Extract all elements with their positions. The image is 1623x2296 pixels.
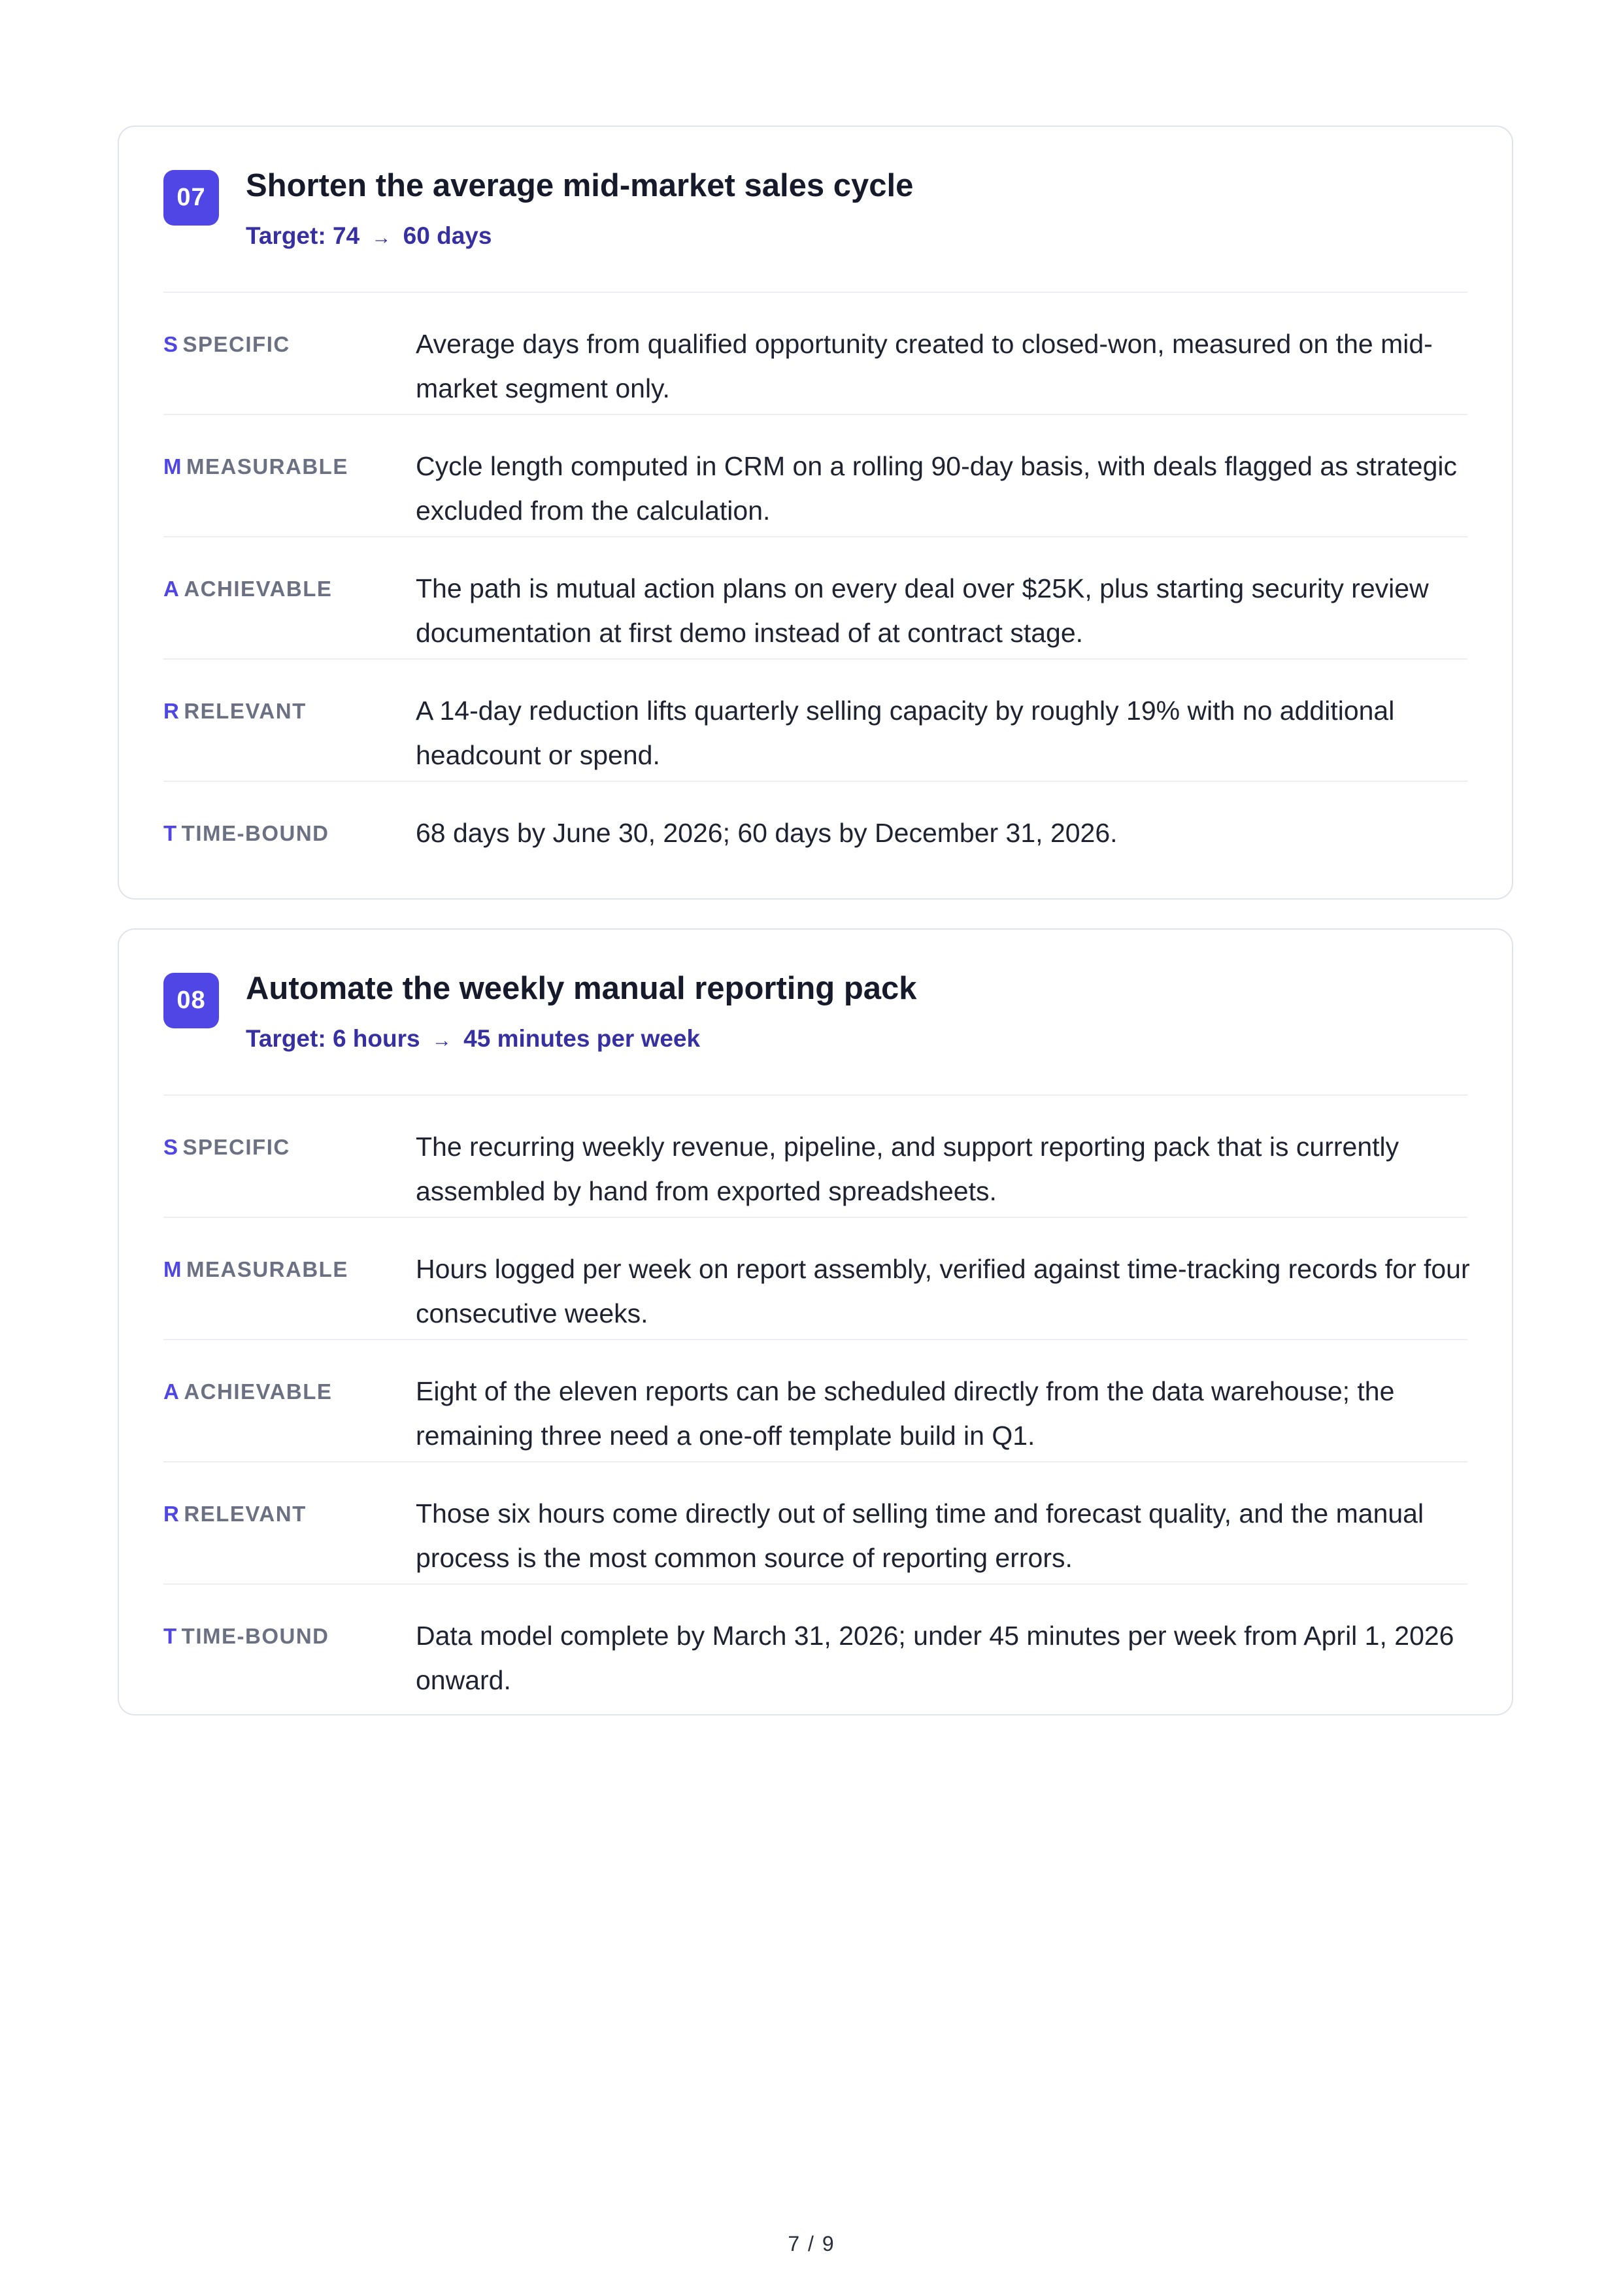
- arrow-right-icon: →: [431, 1030, 452, 1051]
- arrow-right-icon: →: [371, 227, 392, 248]
- criterion-name: TIME-BOUND: [181, 821, 329, 845]
- goal-title: Shorten the average mid-market sales cycle: [246, 168, 914, 203]
- criterion-letter: S: [163, 332, 179, 356]
- criterion-description: Those six hours come directly out of selling time and forecast quality, and the manual process is the most common source of reporting errors.: [416, 1498, 1424, 1573]
- criterion-letter: A: [163, 1379, 180, 1404]
- criterion-row-achievable: [163, 1340, 1467, 1462]
- goal-number-badge: 07: [163, 170, 219, 226]
- goal-number-badge: 08: [163, 973, 219, 1028]
- target-label: Target:: [246, 1025, 326, 1052]
- criterion-label: [163, 332, 290, 357]
- criterion-row-time-bound: [163, 1585, 1467, 1696]
- criterion-description: Cycle length computed in CRM on a rolling 90-day basis, with deals flagged as strategic excluded from the calculation.: [416, 451, 1457, 526]
- goal-card-08: [118, 928, 1513, 1715]
- target-label: Target:: [246, 222, 326, 249]
- criterion-description: Hours logged per week on report assembly, verified against time-tracking records for four consecutive weeks.: [416, 1254, 1470, 1328]
- goal-target: [246, 1025, 700, 1053]
- criterion-letter: S: [163, 1135, 179, 1159]
- criterion-name: ACHIEVABLE: [184, 577, 333, 601]
- target-from: 74: [332, 222, 360, 249]
- goal-header: [163, 170, 1467, 293]
- criterion-letter: R: [163, 1502, 180, 1526]
- criterion-name: SPECIFIC: [182, 332, 290, 356]
- criterion-label: [163, 821, 329, 846]
- criterion-description: The path is mutual action plans on every deal over $25K, plus starting security review documentation at first demo instead of at contract stage.: [416, 573, 1429, 648]
- criterion-description: A 14-day reduction lifts quarterly selling capacity by roughly 19% with no additional headcount or spend.: [416, 696, 1395, 770]
- criterion-label: [163, 454, 348, 479]
- criterion-letter: T: [163, 821, 178, 845]
- target-to: 60 days: [403, 222, 492, 249]
- criterion-letter: T: [163, 1624, 178, 1648]
- goal-card-07: [118, 126, 1513, 900]
- page-number: 7 / 9: [788, 2232, 835, 2255]
- criterion-row-time-bound: [163, 782, 1467, 880]
- goal-title: Automate the weekly manual reporting pack: [246, 971, 917, 1006]
- goal-header: [163, 973, 1467, 1096]
- criterion-row-specific: [163, 1096, 1467, 1218]
- criterion-row-measurable: [163, 415, 1467, 537]
- criterion-letter: A: [163, 577, 180, 601]
- criterion-description: The recurring weekly revenue, pipeline, and support reporting pack that is currently assembled by hand from exported spreadsheets.: [416, 1132, 1399, 1206]
- criterion-name: MEASURABLE: [186, 1257, 348, 1281]
- goal-target: [246, 222, 492, 250]
- criterion-description: Average days from qualified opportunity created to closed-won, measured on the mid-market segment only.: [416, 329, 1433, 403]
- criterion-name: RELEVANT: [184, 1502, 307, 1526]
- criterion-name: MEASURABLE: [186, 454, 348, 479]
- criterion-description: Data model complete by March 31, 2026; under 45 minutes per week from April 1, 2026 onward.: [416, 1621, 1454, 1695]
- criterion-row-relevant: [163, 1462, 1467, 1585]
- criterion-label: [163, 1135, 290, 1160]
- criterion-letter: M: [163, 454, 182, 479]
- target-to: 45 minutes per week: [463, 1025, 701, 1052]
- criterion-description: Eight of the eleven reports can be scheduled directly from the data warehouse; the remaining three need a one-off template build in Q1.: [416, 1376, 1395, 1451]
- criterion-name: SPECIFIC: [182, 1135, 290, 1159]
- criterion-label: [163, 1257, 348, 1282]
- criterion-label: [163, 1502, 307, 1527]
- criterion-label: [163, 1624, 329, 1649]
- criterion-row-measurable: [163, 1218, 1470, 1340]
- criterion-name: RELEVANT: [184, 699, 307, 723]
- criterion-name: TIME-BOUND: [181, 1624, 329, 1648]
- criterion-row-achievable: [163, 537, 1467, 660]
- target-from: 6 hours: [332, 1025, 420, 1052]
- criterion-label: [163, 1379, 332, 1404]
- criterion-row-relevant: [163, 660, 1467, 782]
- criterion-letter: M: [163, 1257, 182, 1281]
- criterion-description: 68 days by June 30, 2026; 60 days by December 31, 2026.: [416, 818, 1118, 848]
- criterion-letter: R: [163, 699, 180, 723]
- criterion-label: [163, 699, 307, 724]
- criterion-label: [163, 577, 332, 601]
- criterion-name: ACHIEVABLE: [184, 1379, 333, 1404]
- criterion-row-specific: [163, 293, 1467, 415]
